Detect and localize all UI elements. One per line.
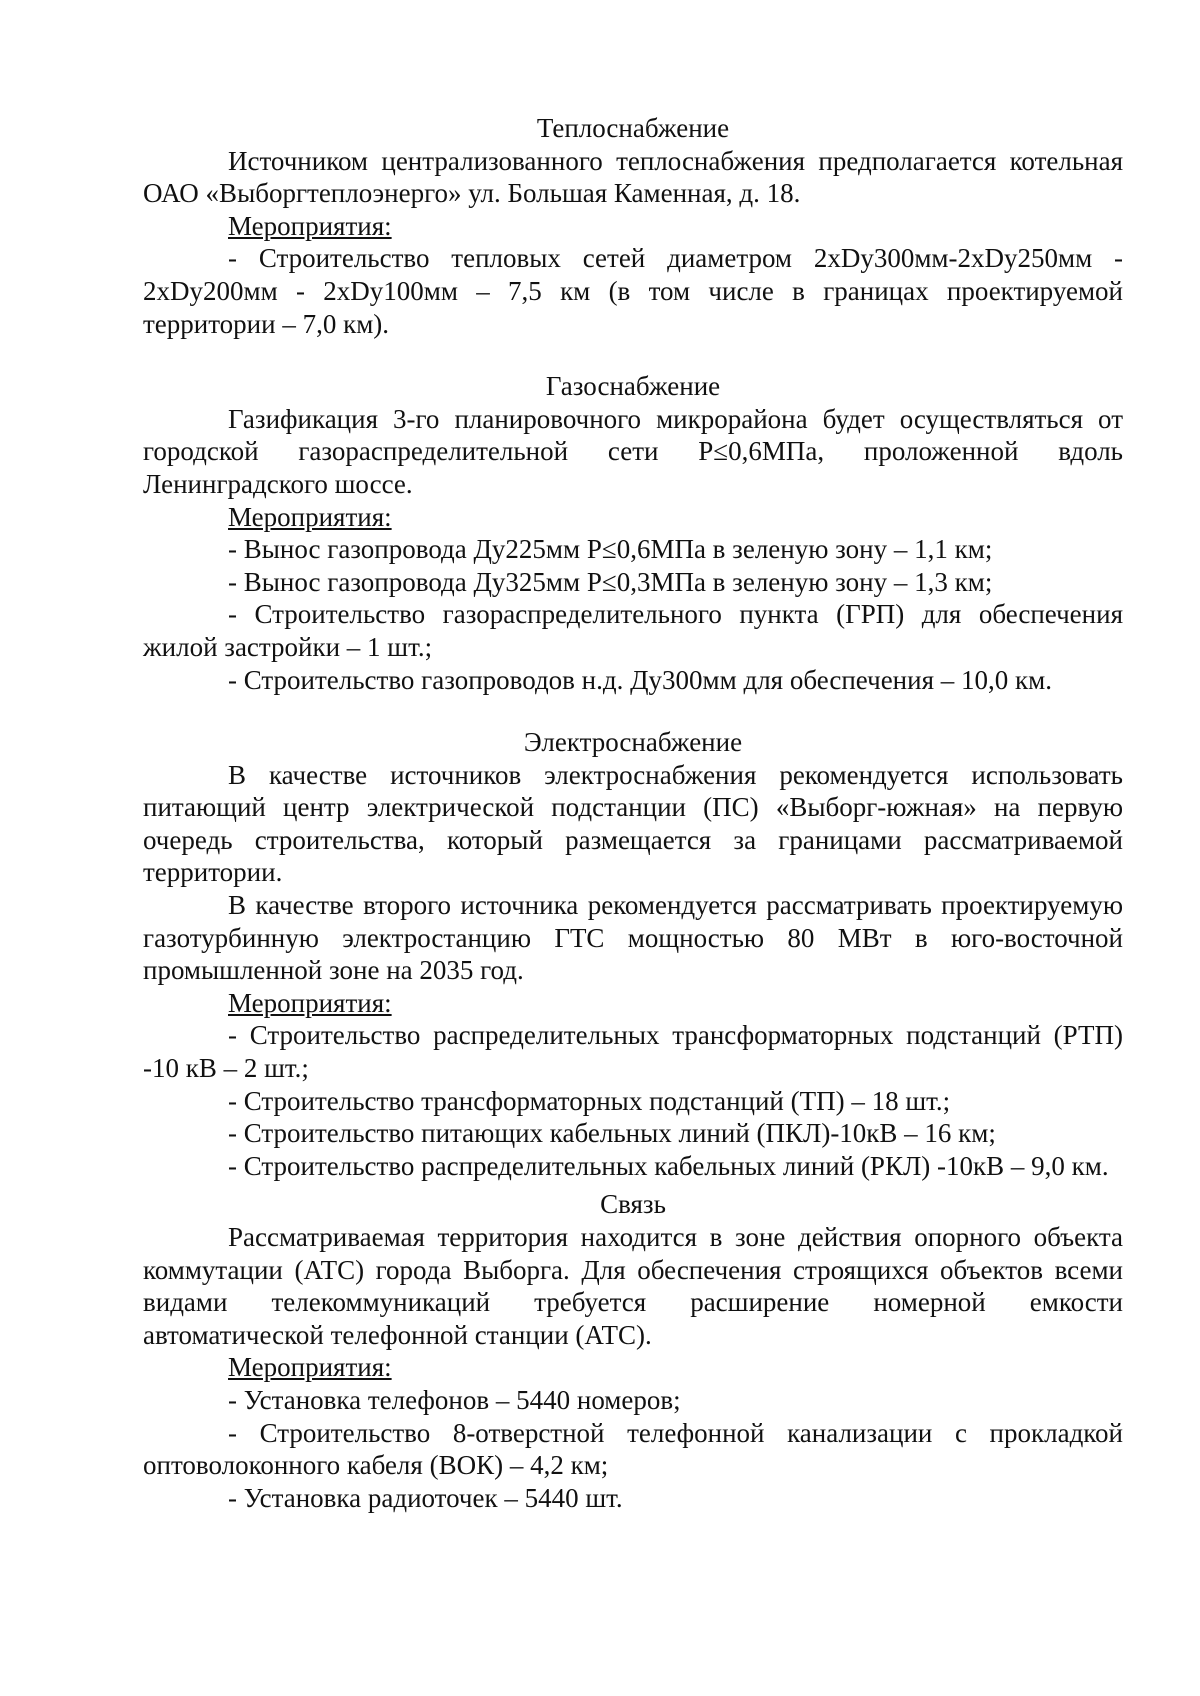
comm-measure-1: - Установка телефонов – 5440 номеров; bbox=[228, 1384, 681, 1415]
gas-measure-1: - Вынос газопровода Ду225мм Р≤0,6МПа в зеленую зону – 1,1 км; bbox=[228, 534, 993, 565]
document-body bbox=[143, 112, 1123, 1514]
heat-measure-1: - Строительство тепловых сетей диаметром 2хDy300мм-2хDy250мм - 2хDy200мм - 2хDy100мм – 7,5 км (в том числе в границах проектируемой территории – 7,0 км). bbox=[143, 243, 1123, 339]
power-measure-3: - Строительство питающих кабельных линий (ПКЛ)-10кВ – 16 км; bbox=[228, 1118, 996, 1149]
gas-measure-2: - Вынос газопровода Ду325мм Р≤0,3МПа в зеленую зону – 1,3 км; bbox=[228, 566, 993, 597]
heat-paragraph-1: Источником централизованного теплоснабжения предполагается котельная ОАО «Выборгтеплоэнерго» ул. Большая Каменная, д. 18. bbox=[143, 145, 1123, 209]
power-measure-4: - Строительство распределительных кабельных линий (РКЛ) -10кВ – 9,0 км. bbox=[228, 1150, 1109, 1181]
comm-measure-3: - Установка радиоточек – 5440 шт. bbox=[228, 1482, 623, 1513]
heat-measures-label: Мероприятия: bbox=[228, 210, 392, 241]
comm-measure-2: - Строительство 8-отверстной телефонной канализации с прокладкой оптоволоконного кабеля (ВОК) – 4,2 км; bbox=[143, 1417, 1123, 1481]
gas-measures-label: Мероприятия: bbox=[228, 501, 392, 532]
section-title-heat: Теплоснабжение bbox=[536, 113, 730, 143]
power-measure-2: - Строительство трансформаторных подстанций (ТП) – 18 шт.; bbox=[228, 1085, 951, 1116]
power-measures-label: Мероприятия: bbox=[228, 987, 392, 1018]
comm-measures-label: Мероприятия: bbox=[228, 1352, 392, 1383]
power-measure-1: - Строительство распределительных трансформаторных подстанций (РТП) -10 кВ – 2 шт.; bbox=[143, 1020, 1123, 1084]
comm-paragraph-1: Рассматриваемая территория находится в зоне действия опорного объекта коммутации (АТС) города Выборга. Для обеспечения строящихся объектов всеми видами телекоммуникаций требуется расширение номерной емкости автоматической телефонной станции (АТС). bbox=[143, 1222, 1123, 1350]
section-title-gas: Газоснабжение bbox=[545, 371, 721, 402]
gas-measure-4: - Строительство газопроводов н.д. Ду300мм для обеспечения – 10,0 км. bbox=[228, 664, 1052, 695]
gas-paragraph-1: Газификация 3-го планировочного микрорайона будет осуществляться от городской газораспределительной сети Р≤0,6МПа, проложенной вдоль Ленинградского шоссе. bbox=[143, 403, 1123, 499]
gas-measure-3: - Строительство газораспределительного пункта (ГРП) для обеспечения жилой застройки – 1 шт.; bbox=[143, 599, 1123, 662]
section-title-comm: Связь bbox=[600, 1189, 666, 1220]
power-paragraph-1: В качестве источников электроснабжения рекомендуется использовать питающий центр электрической подстанции (ПС) «Выборг-южная» на первую очередь строительства, который размещается за границами рассматриваемой территории. bbox=[143, 759, 1123, 888]
power-paragraph-2: В качестве второго источника рекомендуется рассматривать проектируемую газотурбинную электростанцию ГТС мощностью 80 МВт в юго-восточной промышленной зоне на 2035 год. bbox=[143, 890, 1123, 986]
section-title-power: Электроснабжение bbox=[523, 727, 743, 758]
